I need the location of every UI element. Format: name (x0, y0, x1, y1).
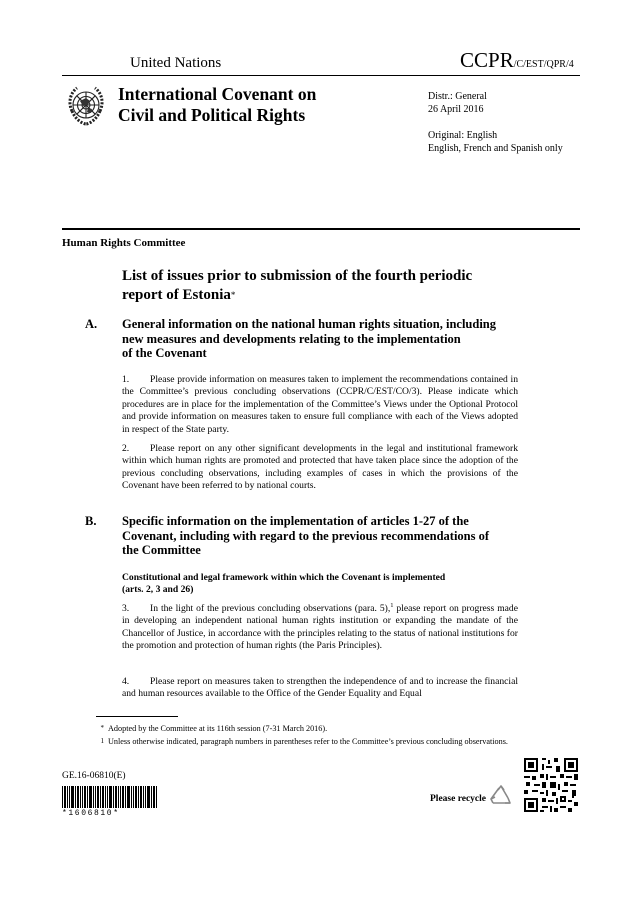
paragraph-text-cont: please report on progress made in developing an independent national human rights institution or expanding the mandate of the Chancellor of Justice, in accordance with the principles relating to the status of national institutions for the promotion and protection of human rights (the Paris Principles). (122, 603, 518, 652)
language-block (428, 129, 563, 155)
footnote-mark: * (100, 724, 104, 732)
document-title-line2: report of Estonia (122, 287, 231, 303)
available-languages: English, French and Spanish only (428, 143, 563, 154)
title-footnote-mark: * (230, 290, 236, 300)
section-a-title-line: of the Covenant (122, 346, 207, 360)
paragraph-3 (122, 603, 518, 653)
committee-name: Human Rights Committee (62, 237, 186, 249)
document-symbol (460, 48, 574, 73)
document-title-line1: List of issues prior to submission of the fourth periodic (122, 268, 473, 284)
paragraph-number: 3. (122, 603, 130, 614)
footnote-text: Unless otherwise indicated, paragraph numbers in parentheses refer to the Committee’s previous concluding observations. (108, 737, 508, 746)
qr-code-icon (524, 758, 578, 812)
distribution-block (428, 90, 487, 116)
paragraph-number: 4. (122, 676, 130, 687)
section-b-letter: B. (85, 514, 97, 528)
footnote (100, 736, 508, 747)
paragraph-4 (122, 676, 518, 701)
barcode-number: *1606810* (62, 809, 120, 818)
paragraph-number: 1. (122, 374, 130, 385)
document-title (122, 267, 522, 305)
header-rule (62, 75, 580, 76)
paragraph-number: 2. (122, 443, 130, 454)
footnote (100, 723, 508, 734)
distribution: Distr.: General (428, 91, 487, 102)
paragraph-text: In the light of the previous concluding observations (para. 5), (150, 603, 391, 614)
un-emblem-icon (62, 81, 110, 129)
covenant-title-line2: Civil and Political Rights (118, 105, 306, 125)
footnote-mark: 1 (100, 737, 104, 745)
organization-name: United Nations (130, 55, 222, 71)
covenant-title (118, 84, 378, 126)
section-b-title-line: Covenant, including with regard to the previous recommendations of (122, 528, 490, 543)
footnote-reference: 1 (390, 601, 394, 609)
subsection-heading-line1: Constitutional and legal framework within which the Covenant is implemented (122, 572, 446, 583)
subsection-heading (122, 572, 518, 597)
original-language: Original: English (428, 130, 498, 141)
footnote-rule (96, 716, 178, 717)
paragraph-text: Please provide information on measures taken to implement the recommendations contained in the Committee’s previous concluding observations (CCPR/C/EST/CO/3). Please indicate which procedures are in place for the implementation of the Committee’s Views under the Optional Protocol and provide information on measures taken to ensure full compliance with each of the Views adopted in respect of the State party. (122, 374, 518, 435)
paragraph-text: Please report on measures taken to strengthen the independence of and to increase the financial and human resources available to the Office of the Gender Equality and Equal (122, 676, 518, 700)
covenant-title-line1: International Covenant on (118, 84, 317, 104)
subsection-heading-line2: (arts. 2, 3 and 26) (122, 584, 194, 596)
title-rule (62, 228, 580, 230)
section-a-letter: A. (85, 317, 98, 331)
section-a-title (122, 317, 522, 361)
symbol-sub: /C/EST/QPR/4 (513, 59, 574, 70)
paragraph-1 (122, 374, 518, 436)
recycle-text: Please recycle (430, 794, 486, 804)
barcode-icon (62, 786, 158, 808)
footnote-text: Adopted by the Committee at its 116th session (7-31 March 2016). (108, 724, 328, 733)
section-a-title-line: General information on the national human rights situation, including (122, 317, 497, 331)
section-a-title-line: new measures and developments relating to the implementation (122, 331, 461, 346)
paragraph-text: Please report on any other significant developments in the legal and institutional framework within which human rights are promoted and protected that have taken place since the adoption of the previous concluding observations, including examples of cases in which the provisions of the Covenant have been referred to by national courts. (122, 443, 518, 492)
symbol-main: CCPR (460, 48, 514, 72)
section-b-title-line: the Committee (122, 543, 201, 557)
paragraph-2 (122, 443, 518, 493)
document-code: GE.16-06810(E) (62, 771, 126, 781)
section-b-title (122, 514, 522, 558)
recycle-icon (489, 784, 513, 808)
issue-date: 26 April 2016 (428, 104, 484, 115)
section-b-title-line: Specific information on the implementation of articles 1-27 of the (122, 514, 469, 528)
